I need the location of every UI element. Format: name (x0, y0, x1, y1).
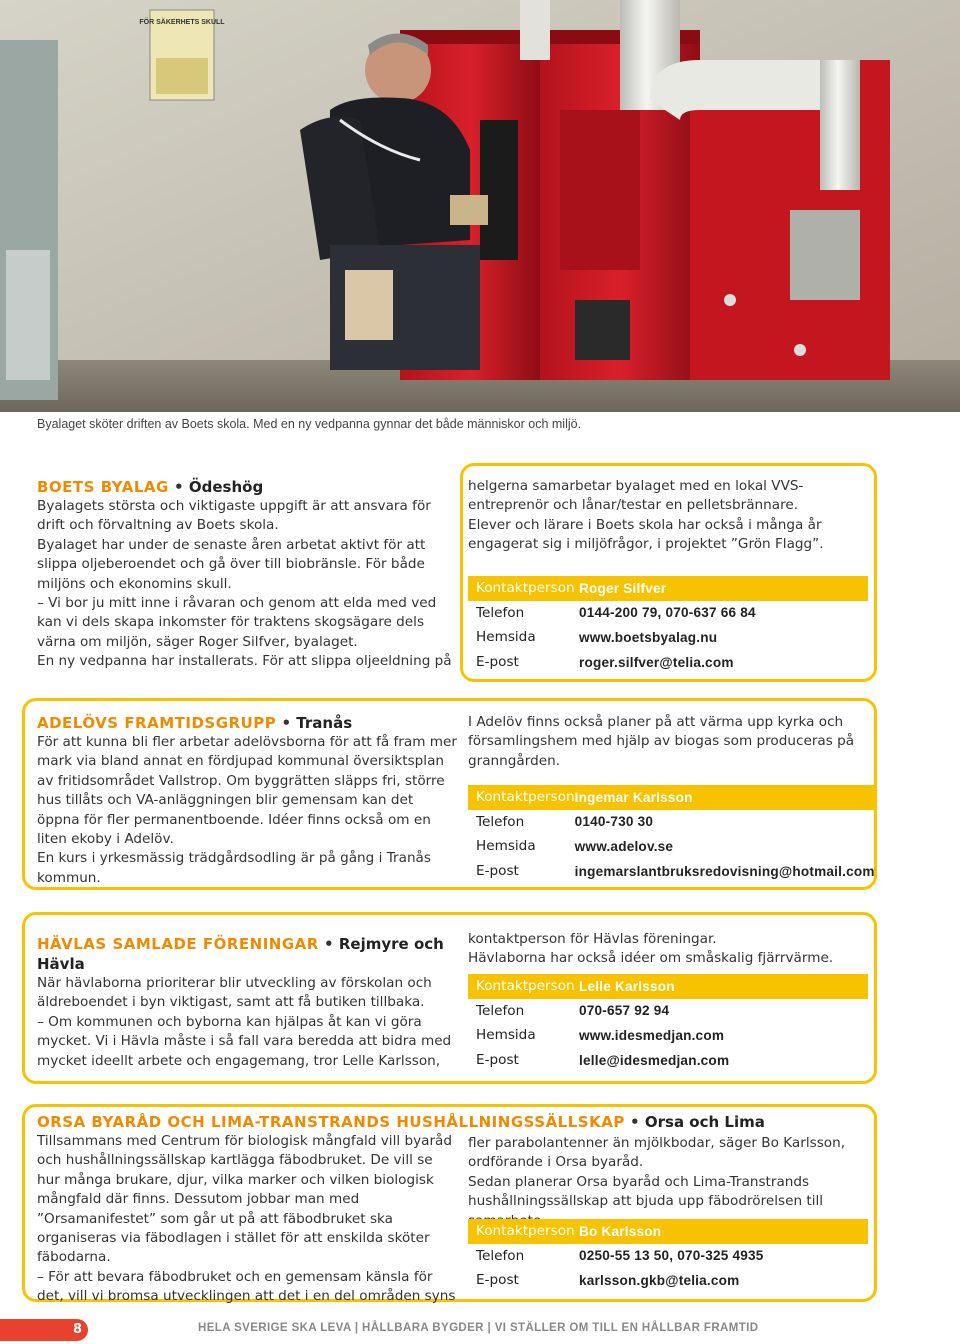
adelov-right-column (468, 713, 863, 771)
havla-paragraph: – Om kommunen och byborna kan hjälpas åt kan vi göra mycket. Vi i Hävla måste i så fall vara beredda att bidra med mycket ideellt arbete och engagemang, tror Lelle Karlsson, (37, 1013, 452, 1069)
contact-person-row: Kontaktperson Lelle Karlsson (468, 974, 868, 999)
orsa-town: Orsa och Lima (644, 1113, 765, 1131)
email-link[interactable]: lelle@idesmedjan.com (579, 1052, 730, 1068)
havla-right-column (468, 930, 863, 969)
website-row: Hemsida www.adelov.se (468, 834, 875, 859)
contact-person-row: Kontaktperson Ingemar Karlsson (468, 785, 875, 810)
boets-paragraph: Elever och lärare i Boets skola har också i många år engagerat sig i miljöfrågor, i projektet ”Grön Flagg”. (468, 516, 824, 553)
boets-town: Ödeshög (188, 478, 264, 496)
boets-paragraph: – Vi bor ju mitt inne i råvaran och genom att elda med ved kan vi dels skapa inkomster för traktens skogsägare dels värna om miljön, säger Roger Silfver, byalaget. (37, 595, 437, 650)
havla-contact-table (468, 974, 868, 1072)
havla-paragraph: Hävlaborna har också idéer om småskalig fjärrvärme. (468, 950, 834, 967)
email-row: E-post ingemarslantbruksredovisning@hotmail.com (468, 859, 875, 884)
havla-heading: HÄVLAS SAMLADE FÖRENINGAR • Rejmyre och Hävla (37, 935, 444, 973)
email-row: E-post karlsson.gkb@telia.com (468, 1268, 868, 1293)
website-link[interactable]: www.idesmedjan.com (579, 1027, 725, 1043)
contact-person-name: Ingemar Karlsson (575, 785, 875, 810)
boets-left-column (37, 477, 457, 672)
orsa-paragraph: Tillsammans med Centrum för biologisk mångfald vill byaråd och hushållningssällskap kartlägga fäbodbruket. De vill se hur många brukare, djur, vilka marker och vilken biologisk mångfald där finns. Dessutom jobbar man med ”Orsamanifestet” som går ut på att fäbodbruket ska organiseras via fäbodlagen i stället för att enskilda sköter fäbodarna. (37, 1133, 453, 1266)
boets-paragraph: En ny vedpanna har installerats. För att slippa oljeeldning på (37, 653, 452, 670)
phone-row: Telefon 0140-730 30 (468, 810, 875, 835)
boiler-room-photo (0, 0, 960, 412)
poster-text: FÖR SÄKERHETS SKULL (139, 19, 225, 26)
phone-value: 0140-730 30 (574, 814, 654, 830)
orsa-org-name: ORSA BYARÅD OCH LIMA-TRANSTRANDS HUSHÅLLNINGSSÄLLSKAP (37, 1113, 625, 1131)
contact-person-row: Kontaktperson Bo Karlsson (468, 1219, 868, 1244)
contact-person-name: Lelle Karlsson (579, 974, 868, 999)
phone-row: Telefon 0250-55 13 50, 070-325 4935 (468, 1244, 868, 1269)
havla-org-name: HÄVLAS SAMLADE FÖRENINGAR (37, 935, 319, 953)
boets-heading: BOETS BYALAG • Ödeshög (37, 478, 264, 496)
adelov-org-name: ADELÖVS FRAMTIDSGRUPP (37, 714, 277, 732)
orsa-right-column (468, 1134, 863, 1231)
orsa-heading: ORSA BYARÅD OCH LIMA-TRANSTRANDS HUSHÅLLNINGSSÄLLSKAP • Orsa och Lima (37, 1113, 765, 1131)
website-row: Hemsida www.boetsbyalag.nu (468, 625, 868, 650)
contact-person-name: Bo Karlsson (579, 1219, 868, 1244)
email-link[interactable]: ingemarslantbruksredovisning@hotmail.com (574, 863, 875, 879)
adelov-paragraph: För att kunna bli fler arbetar adelövsborna för att få fram mer mark via bland annat en fördjupad kommunal översiktsplan av fritidsområdet Vallstrop. Om byggrätten släpps fri, större hus tillåts och VA-anläggningen blir gemensam kan det öppna för fler permanentboende. Idéer finns också om en liten ekoby i Adelöv. (37, 734, 457, 848)
email-row: E-post lelle@idesmedjan.com (468, 1048, 868, 1073)
havla-town: Rejmyre och Hävla (37, 935, 444, 973)
phone-value: 070-657 92 94 (579, 1003, 670, 1019)
photo-caption: Byalaget sköter driften av Boets skola. Med en ny vedpanna gynnar det både människor och miljö. (37, 417, 582, 431)
boets-org-name: BOETS BYALAG (37, 478, 169, 496)
phone-row: Telefon 0144-200 79, 070-637 66 84 (468, 601, 868, 626)
boets-contact-table (468, 576, 868, 674)
email-row: E-post roger.silfver@telia.com (468, 650, 868, 675)
website-link[interactable]: www.boetsbyalag.nu (579, 629, 718, 645)
orsa-contact-table (468, 1219, 868, 1293)
email-link[interactable]: roger.silfver@telia.com (579, 654, 734, 670)
adelov-left-column (37, 713, 457, 888)
orsa-paragraph: fler parabolantenner än mjölkbodar, säger Bo Karlsson, ordförande i Orsa byaråd. (468, 1135, 846, 1171)
website-row: Hemsida www.idesmedjan.com (468, 1023, 868, 1048)
orsa-paragraph: – För att bevara fäbodbruket och en gemensam känsla för det, vill vi bromsa utvecklingen att det i en del områden syns (37, 1268, 456, 1305)
boets-right-column (468, 477, 863, 555)
adelov-paragraph: I Adelöv finns också planer på att värma upp kyrka och församlingshem med hjälp av biogas som produceras på granngården. (468, 714, 855, 769)
adelov-town: Tranås (296, 714, 353, 732)
website-link[interactable]: www.adelov.se (574, 838, 674, 854)
boets-paragraph: Byalaget har under de senaste åren arbetat aktivt för att slippa oljeberoendet och gå över till biobränsle. För både miljöns och ekonomins skull. (37, 536, 426, 592)
phone-value: 0250-55 13 50, 070-325 4935 (579, 1248, 764, 1264)
havla-paragraph: kontaktperson för Hävlas föreningar. (468, 931, 717, 947)
contact-person-name: Roger Silfver (579, 576, 868, 601)
boets-paragraph: helgerna samarbetar byalaget med en lokal VVS-entreprenör och lånar/testar en pelletsbrännare. (468, 478, 804, 514)
page-number: 8 (0, 1319, 88, 1341)
boets-paragraph: Byalagets största och viktigaste uppgift är att ansvara för drift och förvaltning av Boets skola. (37, 498, 431, 534)
contact-person-row: Kontaktperson Roger Silfver (468, 576, 868, 601)
adelov-contact-table (468, 785, 875, 883)
phone-value: 0144-200 79, 070-637 66 84 (579, 605, 756, 621)
phone-row: Telefon 070-657 92 94 (468, 999, 868, 1024)
footer-text: HELA SVERIGE SKA LEVA | HÅLLBARA BYGDER | VI STÄLLER OM TILL EN HÅLLBAR FRAMTID (198, 1322, 759, 1334)
email-link[interactable]: karlsson.gkb@telia.com (579, 1272, 740, 1288)
adelov-heading: ADELÖVS FRAMTIDSGRUPP • Tranås (37, 714, 353, 732)
havla-paragraph: När hävlaborna prioriterar blir utveckling av förskolan och äldreboendet i byn viktigast, samt att få butiken tillbaka. (37, 975, 432, 1011)
havla-left-column (37, 934, 457, 1071)
orsa-paragraph: Sedan planerar Orsa byaråd och Lima-Transtrands hushållningssällskap att bjuda upp fäbodrörelsen till (468, 1173, 824, 1210)
photo-illustration (0, 0, 960, 412)
adelov-paragraph: En kurs i yrkesmässig trädgårdsodling är på gång i Tranås kommun. (37, 850, 431, 886)
